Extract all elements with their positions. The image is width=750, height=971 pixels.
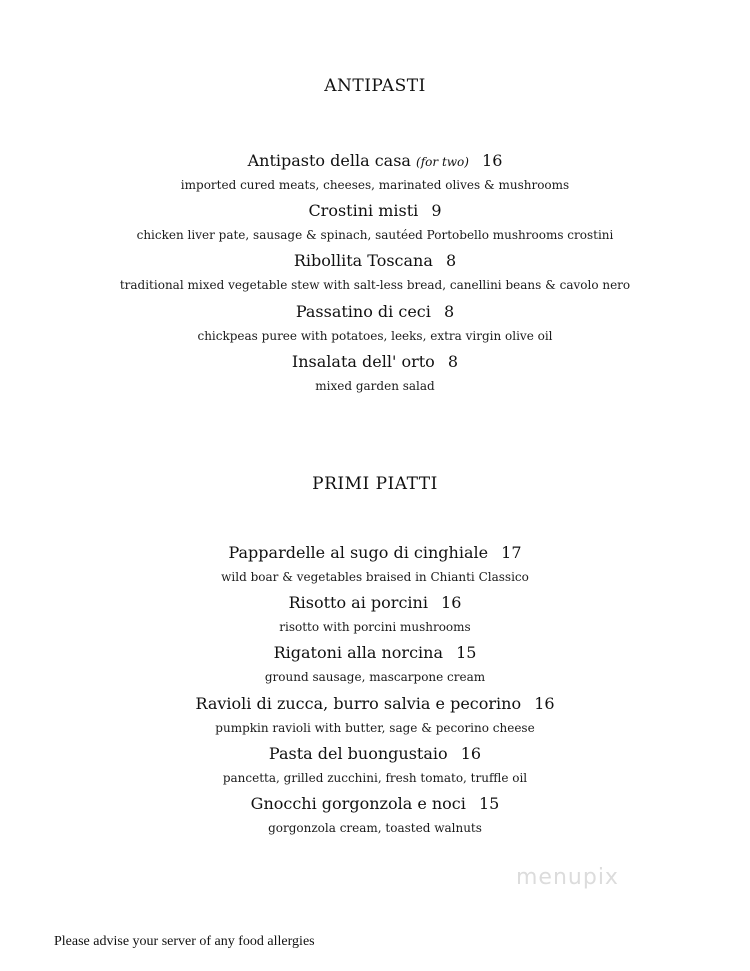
item-name: Insalata dell' orto <box>291 351 435 371</box>
menu-item <box>0 542 750 592</box>
item-price: 8 <box>447 351 459 371</box>
item-title <box>0 693 750 715</box>
item-name: Ribollita Toscana <box>293 251 433 271</box>
allergy-notice: Please advise your server of any food allergies <box>54 934 315 949</box>
item-title <box>0 351 750 373</box>
menu-item <box>0 743 750 793</box>
item-price: 17 <box>501 543 522 562</box>
item-description: pumpkin ravioli with butter, sage & pecorino cheese <box>215 720 535 735</box>
item-title <box>0 793 750 815</box>
item-name: Ravioli di zucca, burro salvia e pecorino <box>195 693 522 713</box>
item-title <box>0 592 750 614</box>
item-title <box>0 150 750 172</box>
item-description: traditional mixed vegetable stew with salt-less bread, canellini beans & cavolo nero <box>119 278 631 293</box>
item-description: chicken liver pate, sausage & spinach, sautéed Portobello mushrooms crostini <box>136 228 614 243</box>
item-name: Antipasto della casa <box>247 151 411 170</box>
item-price: 15 <box>478 793 500 813</box>
antipasti-list <box>0 150 750 401</box>
menu-item <box>0 301 750 351</box>
menu-item <box>0 200 750 250</box>
item-price: 16 <box>441 593 462 613</box>
item-title <box>0 542 750 564</box>
section-heading-antipasti: ANTIPASTI <box>324 76 426 96</box>
item-description: imported cured meats, cheeses, marinated olives & mushrooms <box>180 178 570 192</box>
menu-item <box>0 351 750 401</box>
menu-item <box>0 592 750 642</box>
item-description: risotto with porcini mushrooms <box>279 620 471 635</box>
item-price: 8 <box>443 301 455 321</box>
menupix-watermark: menupix <box>516 865 619 890</box>
item-name: Risotto ai porcini <box>288 593 428 613</box>
item-name: Passatino di ceci <box>295 301 431 321</box>
section-heading-primi-piatti: PRIMI PIATTI <box>312 474 438 494</box>
item-price: 9 <box>431 201 442 221</box>
primi-piatti-list <box>0 542 750 843</box>
menu-item <box>0 250 750 300</box>
item-title <box>0 301 750 323</box>
item-name: Gnocchi gorgonzola e noci <box>250 793 466 813</box>
item-price: 16 <box>460 743 482 763</box>
menu-item <box>0 642 750 692</box>
item-name: Pasta del buongustaio <box>268 743 448 763</box>
item-name: Pappardelle al sugo di cinghiale <box>228 543 489 562</box>
item-name: Crostini misti <box>308 201 419 221</box>
menu-item <box>0 693 750 743</box>
item-description: ground sausage, mascarpone cream <box>264 670 486 685</box>
item-title <box>0 743 750 765</box>
item-title <box>0 250 750 272</box>
item-title <box>0 642 750 664</box>
item-description: gorgonzola cream, toasted walnuts <box>268 820 482 835</box>
item-description: wild boar & vegetables braised in Chianti Classico <box>221 570 529 584</box>
item-name: Rigatoni alla norcina <box>273 643 443 663</box>
menu-item <box>0 150 750 200</box>
item-description: chickpeas puree with potatoes, leeks, extra virgin olive oil <box>197 328 553 343</box>
item-price: 15 <box>456 643 477 663</box>
item-price: 16 <box>534 693 555 713</box>
item-description: pancetta, grilled zucchini, fresh tomato, truffle oil <box>222 770 528 785</box>
item-price: 16 <box>482 151 503 170</box>
item-note: (for two) <box>416 155 469 169</box>
item-title <box>0 200 750 222</box>
item-description: mixed garden salad <box>315 378 435 393</box>
menu-item <box>0 793 750 843</box>
item-price: 8 <box>445 251 457 271</box>
